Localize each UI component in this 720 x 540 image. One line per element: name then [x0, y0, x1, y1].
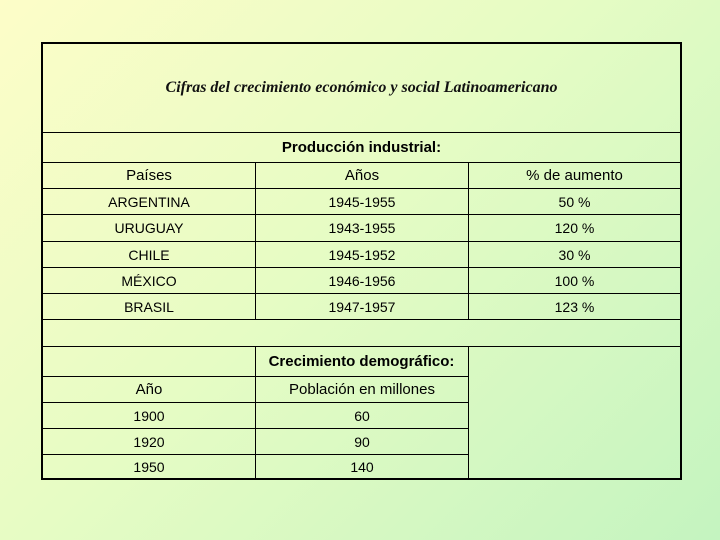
table-cell-increase: 50 %: [558, 193, 591, 210]
table-cell-year: 1950: [133, 458, 165, 475]
table-cell-country: BRASIL: [124, 298, 174, 315]
table-cell-year: 1900: [133, 407, 165, 424]
table-frame: [41, 42, 682, 480]
column-header-year: Año: [135, 381, 163, 398]
table-cell-year: 1920: [133, 433, 165, 450]
table-cell-increase: 120 %: [554, 220, 595, 236]
table-cell-country: ARGENTINA: [108, 193, 190, 210]
table-cell-increase: 123 %: [554, 298, 595, 315]
demographic-section-title: Crecimiento demográfico:: [268, 353, 455, 370]
table-cell-country: MÉXICO: [121, 272, 177, 289]
table-cell-population: 140: [350, 458, 374, 475]
table-cell-population: 90: [354, 433, 370, 450]
column-header-countries: Países: [126, 167, 172, 184]
table-cell-years: 1947-1957: [328, 298, 396, 315]
table-cell-years: 1945-1952: [328, 246, 396, 263]
table-cell-years: 1946-1956: [328, 272, 396, 289]
table-cell-increase: 100 %: [554, 272, 595, 289]
page-title: Cifras del crecimiento económico y social Latinoamericano: [43, 44, 680, 133]
table-cell-years: 1945-1955: [328, 193, 396, 210]
column-header-population: Población en millones: [289, 381, 435, 398]
industrial-section-title: Producción industrial:: [281, 139, 442, 156]
column-header-years: Años: [344, 167, 380, 184]
divider: [43, 319, 680, 320]
table-cell-country: CHILE: [128, 246, 170, 263]
table-cell-years: 1943-1955: [328, 220, 396, 236]
column-header-increase: % de aumento: [526, 167, 623, 184]
table-cell-population: 60: [354, 407, 370, 424]
table-cell-country: URUGUAY: [114, 220, 184, 236]
table-cell-increase: 30 %: [558, 246, 591, 263]
